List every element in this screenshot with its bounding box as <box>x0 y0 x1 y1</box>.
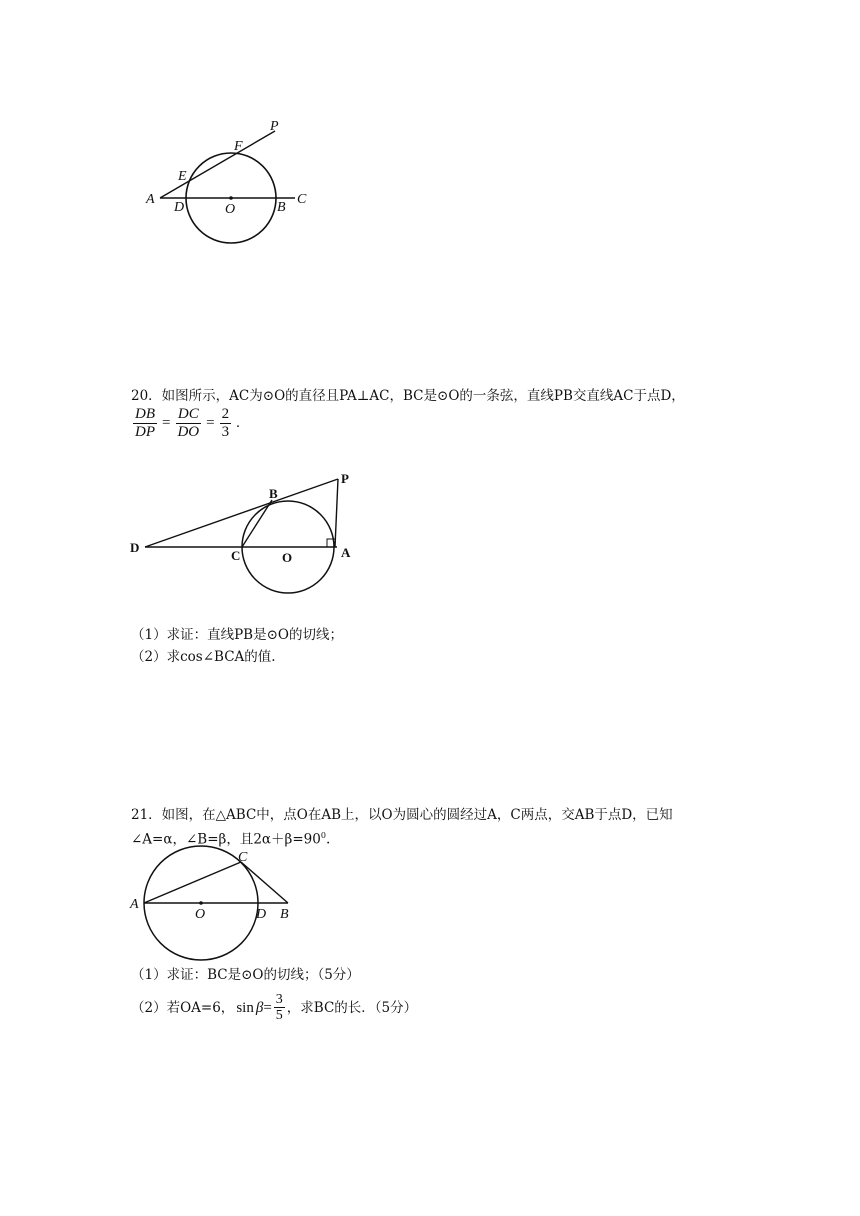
q21-figure <box>125 845 300 963</box>
label-E: E <box>178 169 187 184</box>
label-B: B <box>280 907 289 922</box>
label-D: D <box>174 200 185 215</box>
q20-part2: （2）求cos∠BCA的值. <box>131 649 276 665</box>
label-O: O <box>195 907 206 922</box>
label-B: B <box>269 486 278 501</box>
q21-text-line1: 21．如图，在△ABC中，点O在AB上，以O为圆心的圆经过A，C两点，交AB于点D，已知 <box>131 807 673 823</box>
label-C: C <box>231 548 241 563</box>
label-D: D <box>256 907 267 922</box>
label-O: O <box>225 202 236 217</box>
label-P: P <box>270 119 279 134</box>
label-B: B <box>277 200 286 215</box>
q20-text: 20．如图所示，AC为⊙O的直径且PA⊥AC，BC是⊙O的一条弦，直线PB交直线AC于点D， <box>131 388 685 404</box>
q21-frac-3-5: $\frac{3}{5}$ <box>275 992 283 1023</box>
label-A: A <box>130 897 139 912</box>
q21-part1: （1）求证：BC是⊙O的切线；（5分） <box>131 967 360 983</box>
q20-part1: （1）求证：直线PB是⊙O的切线； <box>131 627 343 643</box>
label-D: D <box>130 540 140 555</box>
q21-text-line2: ∠A=α，∠B=β，且$2\alpha+\beta=90^0$. <box>131 831 331 848</box>
q20-frac-db-dp: $\frac{DB}{DP}$ <box>135 406 155 440</box>
label-P: P <box>341 471 349 486</box>
q20-figure <box>125 465 365 605</box>
label-A: A <box>341 545 351 560</box>
label-F: F <box>234 139 243 154</box>
q20-frac-dc-do: $\frac{DC}{DO}$ <box>177 406 200 440</box>
label-A: A <box>146 192 155 207</box>
q20-frac-2-3: $\frac{2}{3}$ <box>221 406 230 440</box>
label-C: C <box>238 850 248 865</box>
figure-circle-secant <box>140 110 340 250</box>
q20-ratio: $\frac{DB}{DP}$ = $\frac{DC}{DO}$ = $\frac{2}{3}$ . <box>135 406 240 440</box>
q21-part2: （2）若OA=6， sin β = $\frac{3}{5}$ ，求BC的长．（5分） <box>131 992 418 1023</box>
label-C: C <box>297 192 307 207</box>
label-O: O <box>282 550 293 565</box>
